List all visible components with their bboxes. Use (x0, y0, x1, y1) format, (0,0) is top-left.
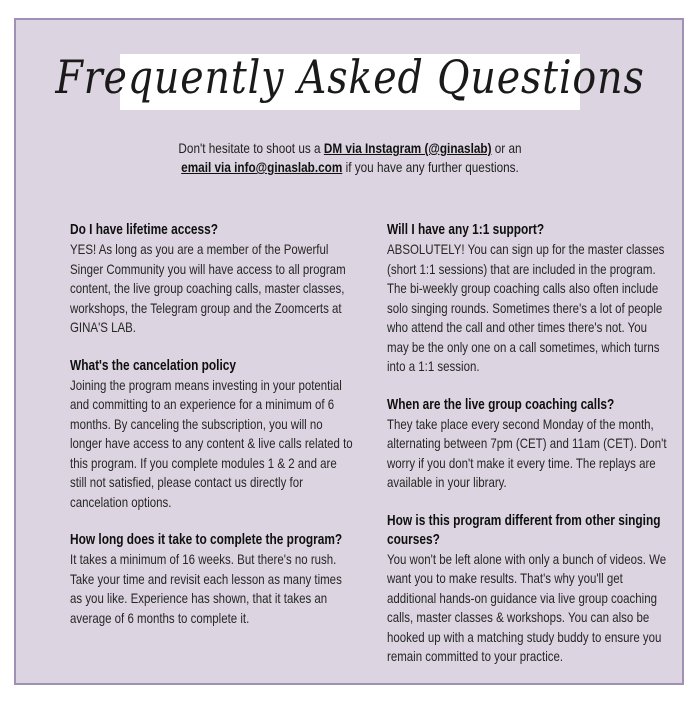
intro-line-2 (56, 159, 644, 175)
instagram-dm-link[interactable]: DM via Instagram (@ginaslab) (323, 140, 492, 156)
faq-question: What's the cancelation policy (70, 357, 237, 374)
faq-item (387, 221, 670, 377)
faq-answer: They take place every second Monday of the month, alternating between 7pm (CET) and 11am (CET). Don't worry if you don't make it every time. The replays are available in your library. (387, 415, 667, 490)
faq-answer: It takes a minimum of 16 weeks. But there's no rush. Take your time and revisit each lesson as many times as you like. Experience has shown, that it takes an average of 6 months to complete it. (70, 551, 342, 626)
faq-item (70, 357, 353, 513)
email-link[interactable]: email via info@ginaslab.com (181, 159, 343, 175)
faq-answer: You won't be left alone with only a bunch of videos. We want you to make results. That's why you'll get additional hands-on guidance via live group coaching calls, master classes & workshops. You can also be hooked up with a matching study buddy to ensure you remain committed to your practice. (387, 550, 667, 664)
intro-line-1 (56, 140, 644, 156)
faq-question: Will I have any 1:1 support? (387, 222, 545, 238)
intro-text: Don't hesitate to shoot us a (178, 140, 324, 156)
faq-question: How long does it take to complete the program? (70, 532, 343, 548)
faq-answer: ABSOLUTELY! You can sign up for the master classes (short 1:1 sessions) that are included in the program. The bi-weekly group coaching calls also often include solo singing rounds. Sometimes there's a lot of people who attend the call and other times there's not. You may be the only one on a call sometimes, which turns into a 1:1 session. (387, 241, 665, 374)
faq-item (387, 396, 670, 493)
faq-item (387, 512, 670, 667)
faq-answer: YES! As long as you are a member of the Powerful Singer Community you will have access to all program content, the live group coaching calls, master classes, workshops, the Telegram group and the Zoomcerts at GINA'S LAB. (70, 241, 346, 335)
faq-question: How is this program different from other singing courses? (387, 512, 661, 548)
faq-item (70, 221, 353, 338)
faq-column-left (70, 221, 353, 647)
faq-column-right (387, 221, 670, 686)
faq-question: When are the live group coaching calls? (387, 396, 615, 413)
faq-item (70, 531, 353, 628)
faq-answer: Joining the program means investing in your potential and committing to an experience for a minimum of 6 months. By canceling the subscription, you will no longer have access to any content & live calls related to this program. If you complete modules 1 & 2 and are still not satisfied, please contact us directly for cancelation options. (70, 376, 353, 510)
faq-question: Do I have lifetime access? (70, 222, 219, 238)
intro-text: or an (491, 140, 522, 156)
intro-text: if you have any further questions. (342, 159, 519, 175)
page-title: Frequently Asked Questions (55, 50, 645, 104)
